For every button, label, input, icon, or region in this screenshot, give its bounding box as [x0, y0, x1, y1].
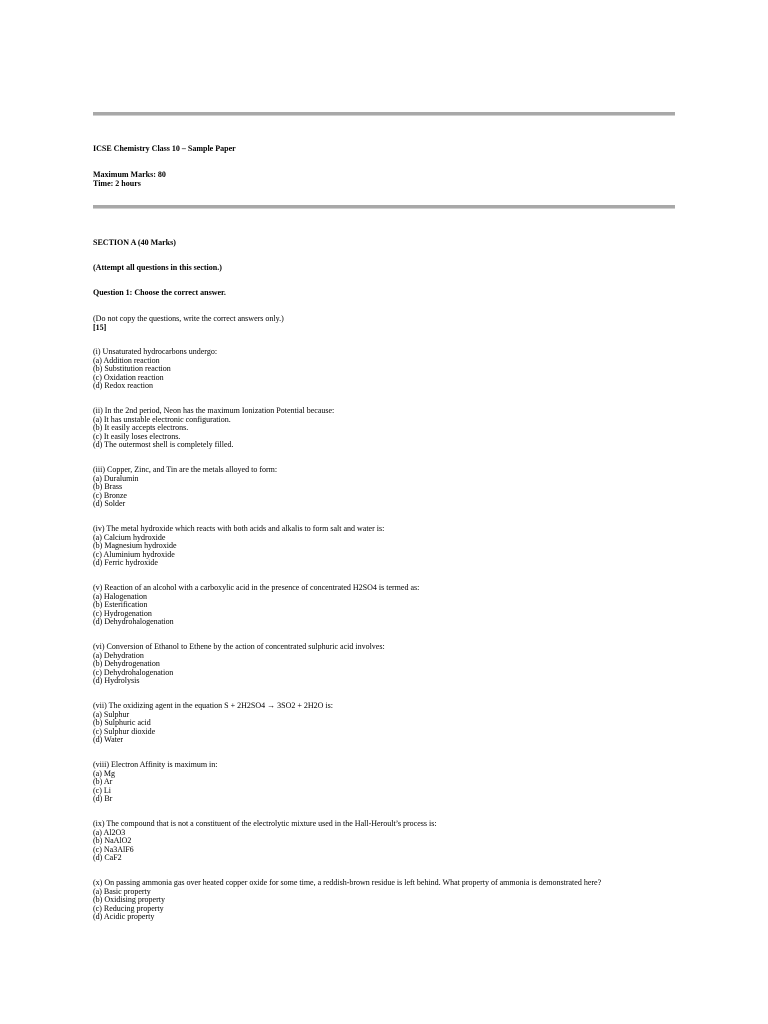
question-item: [93, 879, 693, 922]
answer-option: (b) Oxidising property: [93, 895, 165, 905]
question-text: (iii) Copper, Zinc, and Tin are the metals alloyed to form:: [93, 465, 278, 474]
top-divider: [93, 112, 675, 116]
time-allowed: Time: 2 hours: [93, 178, 141, 188]
answer-option: (a) Halogenation: [93, 591, 147, 601]
question-text: (ix) The compound that is not a constituent of the electrolytic mixture used in the Hall-Heroult’s process is:: [93, 819, 437, 828]
answer-option: (c) Sulphur dioxide: [93, 726, 156, 736]
answer-option: (b) Ar: [93, 777, 113, 787]
answer-option: (b) Esterification: [93, 600, 148, 610]
answer-option: (b) It easily accepts electrons.: [93, 423, 189, 433]
answer-option: (a) Al2O3: [93, 827, 126, 837]
answer-option: (d) Dehydrohalogenation: [93, 617, 174, 627]
answer-option: (c) Bronze: [93, 490, 127, 500]
question-item: [93, 643, 693, 686]
answer-option: (a) Mg: [93, 768, 115, 778]
answer-option: (d) Ferric hydroxide: [93, 558, 158, 568]
header-divider: [93, 205, 675, 209]
max-marks: Maximum Marks: 80: [93, 170, 166, 179]
question-1-instruction-block: [93, 315, 693, 332]
answer-option: (d) Acidic property: [93, 912, 155, 922]
answer-option: (a) Sulphur: [93, 709, 130, 719]
answer-option: (d) Redox reaction: [93, 381, 153, 391]
answer-option: (d) The outermost shell is completely filled.: [93, 440, 234, 450]
answer-option: (b) NaAlO2: [93, 836, 132, 846]
answer-option: (b) Brass: [93, 482, 123, 492]
answer-option: (d) Water: [93, 735, 124, 745]
question-item: [93, 466, 693, 509]
question-text: (ii) In the 2nd period, Neon has the maximum Ionization Potential because:: [93, 406, 335, 415]
answer-option: (d) Hydrolysis: [93, 676, 140, 686]
answer-option: (c) Aluminium hydroxide: [93, 549, 175, 559]
question-item: [93, 525, 693, 568]
answer-option: (c) Oxidation reaction: [93, 372, 164, 382]
question-text: (iv) The metal hydroxide which reacts with both acids and alkalis to form salt and water is:: [93, 524, 385, 533]
marks-time-block: [93, 171, 693, 188]
question-item: [93, 407, 693, 450]
answer-option: (b) Magnesium hydroxide: [93, 541, 177, 551]
question-text: (vi) Conversion of Ethanol to Ethene by the action of concentrated sulphuric acid involves:: [93, 642, 385, 651]
question-1-marks: [15]: [93, 322, 107, 332]
question-text: (i) Unsaturated hydrocarbons undergo:: [93, 347, 218, 356]
answer-option: (c) Hydrogenation: [93, 608, 152, 618]
answer-option: (a) Duralumin: [93, 473, 139, 483]
answer-option: (b) Substitution reaction: [93, 364, 171, 374]
question-text: (x) On passing ammonia gas over heated copper oxide for some time, a reddish-brown residue is left behind. What property of ammonia is demonstrated here?: [93, 878, 602, 887]
attempt-note: (Attempt all questions in this section.): [93, 263, 222, 272]
answer-option: (d) Br: [93, 794, 113, 804]
question-text: (vii) The oxidizing agent in the equation S + 2H2SO4 → 3SO2 + 2H2O is:: [93, 701, 333, 710]
answer-option: (c) Na3AlF6: [93, 844, 134, 854]
answer-option: (d) Solder: [93, 499, 126, 509]
answer-option: (a) It has unstable electronic configuration.: [93, 414, 231, 424]
answer-option: (c) Reducing property: [93, 903, 164, 913]
answer-option: (a) Basic property: [93, 886, 151, 896]
answer-option: (c) Li: [93, 785, 111, 795]
answer-option: (a) Dehydration: [93, 650, 144, 660]
question-item: [93, 820, 693, 863]
question-1-heading: Question 1: Choose the correct answer.: [93, 288, 226, 297]
section-heading: SECTION A (40 Marks): [93, 238, 176, 247]
answer-option: (a) Calcium hydroxide: [93, 532, 166, 542]
answer-option: (c) Dehydrohalogenation: [93, 667, 174, 677]
answer-option: (b) Sulphuric acid: [93, 718, 151, 728]
question-item: [93, 348, 693, 391]
answer-option: (c) It easily loses electrons.: [93, 431, 181, 441]
answer-option: (b) Dehydrogenation: [93, 659, 160, 669]
question-item: [93, 761, 693, 804]
answer-option: (a) Addition reaction: [93, 355, 160, 365]
question-text: (viii) Electron Affinity is maximum in:: [93, 760, 218, 769]
answer-option: (d) CaF2: [93, 853, 122, 863]
question-text: (v) Reaction of an alcohol with a carboxylic acid in the presence of concentrated H2SO4 is termed as:: [93, 583, 420, 592]
question-item: [93, 702, 693, 745]
paper-title: ICSE Chemistry Class 10 – Sample Paper: [93, 144, 236, 153]
question-item: [93, 584, 693, 627]
question-1-instruction: (Do not copy the questions, write the correct answers only.): [93, 314, 284, 323]
